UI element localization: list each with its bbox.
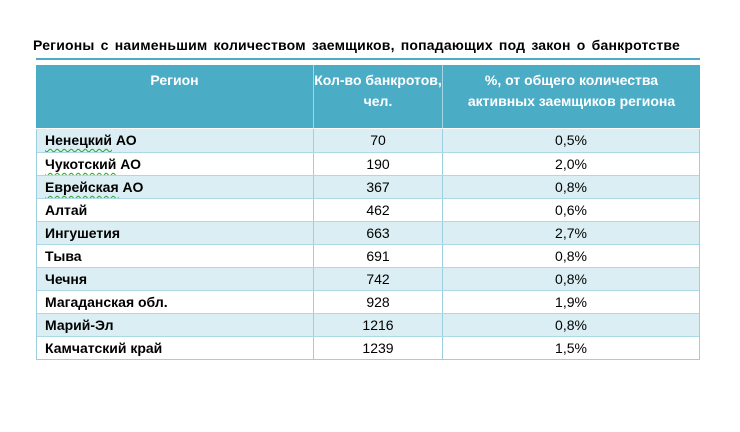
bankrupts-count-cell: 190 [313, 153, 442, 175]
column-header-percent-of-active-label: %, от общего количества активных заемщиков региона [467, 72, 676, 109]
region-cell: Чечня [45, 271, 88, 287]
table-row [37, 290, 699, 313]
spellcheck-underlined-word: Еврейская [45, 179, 119, 195]
percent-of-active-cell: 2,0% [442, 153, 699, 175]
percent-of-active-cell: 0,8% [442, 176, 699, 198]
region-cell: Марий-Эл [45, 317, 114, 333]
percent-of-active-cell: 0,6% [442, 199, 699, 221]
table-row [37, 336, 699, 359]
bankrupts-count-cell: 462 [313, 199, 442, 221]
table-row [37, 129, 699, 152]
table-row [37, 175, 699, 198]
table-row [37, 267, 699, 290]
table-top-border [36, 58, 700, 60]
table-row [37, 152, 699, 175]
percent-of-active-cell: 0,8% [442, 268, 699, 290]
region-cell: Камчатский край [45, 340, 163, 356]
column-header-bankrupts-count: Кол-во банкротов, чел. [313, 65, 442, 128]
table-row [37, 198, 699, 221]
region-cell: Тыва [45, 248, 82, 264]
bankrupts-count-cell: 691 [313, 245, 442, 267]
region-cell: Алтай [45, 202, 88, 218]
percent-of-active-cell: 0,8% [442, 245, 699, 267]
column-header-region: Регион [150, 72, 199, 88]
percent-of-active-cell: 0,5% [442, 129, 699, 152]
bankruptcy-table [36, 58, 700, 360]
bankrupts-count-cell: 928 [313, 291, 442, 313]
bankrupts-count-cell: 367 [313, 176, 442, 198]
spellcheck-underlined-word: Ненецкий [45, 132, 112, 148]
bankrupts-count-cell: 1216 [313, 314, 442, 336]
region-cell: Ингушетия [45, 225, 121, 241]
region-cell: Чукотский АО [45, 156, 142, 172]
percent-of-active-cell: 0,8% [442, 314, 699, 336]
table-row [37, 313, 699, 336]
bankrupts-count-cell: 70 [313, 129, 442, 152]
bankrupts-count-cell: 1239 [313, 337, 442, 359]
region-cell: Магаданская обл. [45, 294, 168, 310]
bankrupts-count-cell: 742 [313, 268, 442, 290]
table-body [36, 129, 700, 360]
spellcheck-underlined-word: Чукотский [45, 156, 117, 172]
table-row [37, 221, 699, 244]
table-row [37, 244, 699, 267]
bankrupts-count-cell: 663 [313, 222, 442, 244]
column-header-percent-of-active [442, 65, 700, 128]
region-cell: Ненецкий АО [45, 132, 137, 148]
region-cell: Еврейская АО [45, 179, 144, 195]
percent-of-active-cell: 2,7% [442, 222, 699, 244]
percent-of-active-cell: 1,9% [442, 291, 699, 313]
table-header-row [36, 65, 700, 129]
page-title: Регионы с наименьшим количеством заемщиков, попадающих под закон о банкротстве [33, 37, 681, 53]
percent-of-active-cell: 1,5% [442, 337, 699, 359]
